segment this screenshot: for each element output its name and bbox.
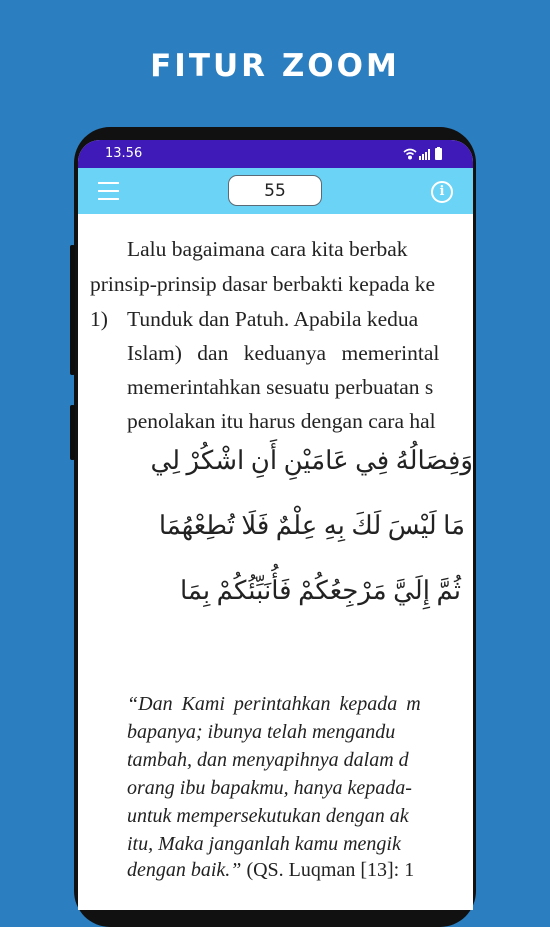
translation-line: bapanya; ibunya telah mengandu bbox=[127, 721, 396, 743]
phone-screen bbox=[78, 140, 473, 910]
translation-line: dengan baik.” bbox=[127, 859, 242, 881]
translation-line: tambah, dan menyapihnya dalam d bbox=[127, 749, 409, 771]
phone-side-button bbox=[70, 405, 75, 460]
arabic-verse-line: ثُمَّ إِلَيَّ مَرْجِعُكُمْ فَأُنَبِّئُكُمْ بِمَا bbox=[179, 576, 461, 605]
promo-headline: FITUR ZOOM bbox=[150, 48, 400, 84]
list-item-line: Islam) dan keduanya memerintal bbox=[127, 341, 440, 365]
battery-icon bbox=[435, 147, 442, 160]
wifi-icon bbox=[404, 150, 416, 159]
signal-icon bbox=[419, 149, 430, 160]
list-item-line: Tunduk dan Patuh. Apabila kedua bbox=[127, 307, 419, 331]
translation-line: untuk mempersekutukan dengan ak bbox=[127, 805, 409, 827]
hamburger-menu-icon[interactable] bbox=[98, 182, 119, 200]
document-page bbox=[78, 214, 473, 910]
paragraph-line: prinsip-prinsip dasar berbakti kepada ke bbox=[90, 272, 436, 296]
verse-citation: (QS. Luqman [13]: 1 bbox=[241, 859, 415, 881]
status-bar bbox=[78, 140, 473, 168]
status-time: 13.56 bbox=[105, 146, 143, 161]
info-icon[interactable]: i bbox=[431, 181, 453, 203]
page-number-field[interactable]: 55 bbox=[228, 175, 322, 206]
translation-line: itu, Maka janganlah kamu mengik bbox=[127, 833, 401, 855]
list-item-line: memerintahkan sesuatu perbuatan s bbox=[127, 375, 434, 399]
app-bar bbox=[78, 168, 473, 214]
list-item-line: penolakan itu harus dengan cara hal bbox=[127, 409, 436, 433]
arabic-verse-line: مَا لَيْسَ لَكَ بِهِ عِلْمٌ فَلَا تُطِعْهُمَا bbox=[158, 511, 465, 540]
translation-line: “Dan Kami perintahkan kepada m bbox=[127, 693, 421, 715]
paragraph-line: Lalu bagaimana cara kita berbak bbox=[127, 237, 408, 261]
list-number: 1) bbox=[90, 307, 108, 331]
arabic-verse-line: وَفِصَالُهُ فِي عَامَيْنِ أَنِ اشْكُرْ لِي bbox=[150, 446, 473, 475]
translation-last-line bbox=[127, 859, 414, 882]
translation-line: orang ibu bapakmu, hanya kepada- bbox=[127, 777, 412, 799]
phone-side-button bbox=[70, 245, 75, 375]
